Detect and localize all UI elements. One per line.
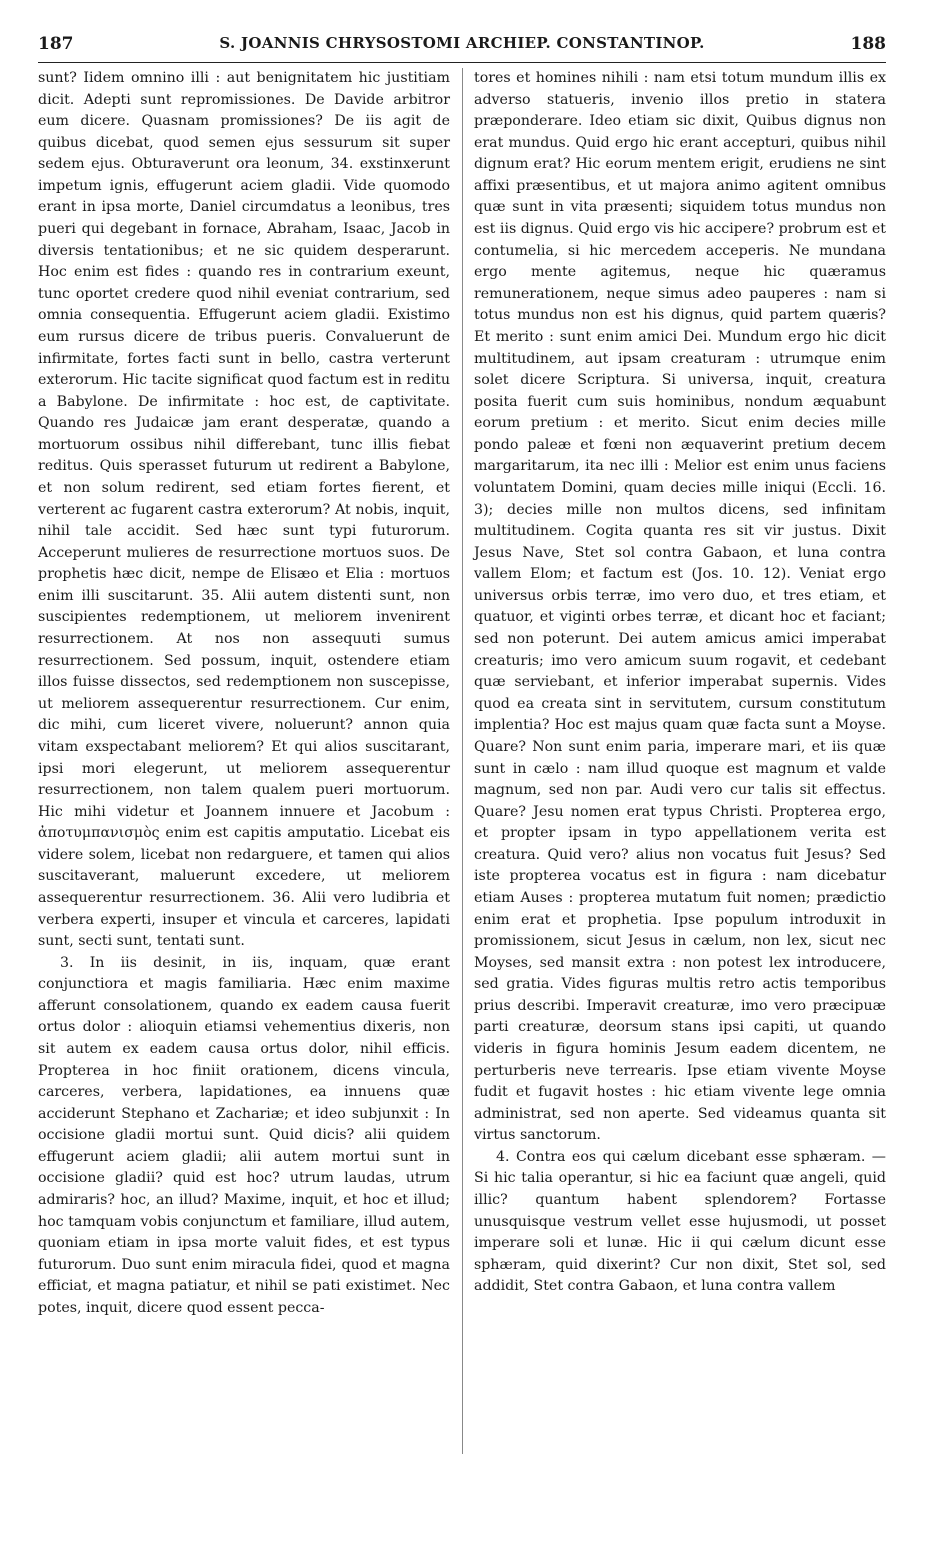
paragraph: 3. In iis desinit, in iis, inquam, quæ erant conjunctiora et magis familiaria. Hæc enim maxime afferunt consolationem, quando ex eadem causa fuerit ortus dolor : alioquin etiamsi vehementius dixeris, non sit autem ex eadem causa ortus dolor, nihil efficis. Propterea in hoc finiit orationem, dicens vincula, carceres, verbera, lapidationes, ea innuens quæ acciderunt Stephano et Zachariæ; et ideo subjunxit : In occisione gladii mortui sunt. Quid dicis? alii quidem effugerunt aciem gladii; alii autem mortui sunt in occisione gladii? quid est hoc? utrum laudas, utrum admiraris? hoc, an illud? Maxime, inquit, et hoc et illud; hoc tamquam vobis conjunctum et familiare, illud autem, quoniam etiam in ipsa morte valuit fides, et est typus futurorum. Duo sunt enim miracula fidei, quod et magna efficiat, et magna patiatur, et nihil se pati existimet. Nec potes, inquit, dicere quod essent pecca- [38, 954, 450, 1316]
running-title: S. JOANNIS CHRYSOSTOMI ARCHIEP. CONSTANTINOP. [219, 34, 705, 52]
column-divider [462, 68, 463, 1454]
paragraph: tores et homines nihili : nam etsi totum mundum illis ex adverso statueris, invenio illos pretio in statera præponderare. Ideo etiam sic dixit, Quibus dignus non erat mundus. Quid ergo hic erant accepturi, quibus nihil dignum erat? Hic eorum mentem erigit, erudiens ne sint affixi præsentibus, et ut majora animo agitent omnibus quæ sunt in vita præsenti; siquidem totus mundus non est iis dignus. Quid ergo vis hic accipere? probrum est et contumelia, si hic mercedem acceperis. Ne mundana ergo mente agitemus, neque hic quæramus remunerationem, neque simus adeo pauperes : nam si totus mundus non est his dignus, quid partem quæris? Et merito : sunt enim amici Dei. Mundum ergo hic dicit multitudinem, aut ipsam creaturam : utrumque enim solet dicere Scriptura. Si universa, inquit, creatura posita fuerit cum suis hominibus, nondum æquabunt eorum pretium : et merito. Sicut enim decies mille pondo paleæ et fœni non æquaverint pretium decem margaritarum, ita nec illi : Melior est enim unus faciens voluntatem Domini, quam decies mille iniqui (Eccli. 16. 3); decies mille non multos dicens, sed infinitam multitudinem. Cogita quanta res sit vir justus. Dixit Jesus Nave, Stet sol contra Gabaon, et luna contra vallem Elom; et factum est (Jos. 10. 12). Veniat ergo universus orbis terræ, imo vero duo, et tres etiam, et quatuor, et viginti orbes terræ, et dicant hoc et faciant; sed non poterunt. Dei autem amicus amici imperabat creaturis; imo vero amicum suum rogavit, et cedebant quæ serviebant, et inferior imperabat supernis. Vides quod ea creata sint in servitutem, cursum constitutum implentia? Hoc est majus quam quæ facta sunt a Moyse. Quare? Non sunt enim paria, imperare mari, et iis quæ sunt in cælo : nam illud quoque est magnum et valde magnum, sed non par. Audi vero cur talis sit effectus. Quare? Jesu nomen erat typus Christi. Propterea ergo, et propter ipsam in typo appellationem verita est creatura. Quid vero? alius non vocatus fuit Jesus? Sed iste propterea vocatus est in figura : nam dicebatur etiam Auses : propterea mutatum fuit nomen; prædictio enim erat et prophetia. Ipse populum introduxit in promissionem, sicut Jesus in cælum, non lex, sicut nec Moyses, sed mansit extra : non potest lex introducere, sed gratia. Vides figuras multis retro actis temporibus prius describi. Imperavit creaturæ, imo vero præcipuæ parti creaturæ, deorsum stans ipsi capiti, ut quando videris in figura hominis Jesum eadem dicentem, ne perturberis neve terrearis. Ipse etiam vivente Moyse fudit et fugavit hostes : hic etiam vivente lege omnia administrat, sed non aperte. Sed videamus quanta sit virtus sanctorum. [474, 70, 886, 1144]
page-number-right: 188 [850, 34, 886, 54]
header-rule [38, 62, 886, 63]
left-column [38, 68, 450, 1320]
paragraph: 4. Contra eos qui cælum dicebant esse sphæram. — Si hic talia operantur, si hic ea faciunt quæ angeli, quid illic? quantum habent splendorem? Fortasse unusquisque vestrum vellet esse hujusmodi, ut posset imperare soli et lunæ. Hic ii qui cælum dicunt esse sphæram, quid dixerint? Cur non dixit, Stet sol, sed addidit, Stet contra Gabaon, et luna contra vallem [474, 1148, 886, 1295]
page-number-left: 187 [38, 34, 74, 54]
running-header [38, 34, 886, 60]
right-column [474, 68, 886, 1298]
paragraph: sunt? Iidem omnino illi : aut benignitatem hic justitiam dicit. Adepti sunt repromissiones. De Davide arbitror eum dicere. Quasnam promissiones? De iis agit de quibus dicebat, quod semen ejus sessurum sit super sedem ejus. Obturaverunt ora leonum, 34. exstinxerunt impetum ignis, effugerunt aciem gladii. Vide quomodo erant in ipsa morte, Daniel circumdatus a leonibus, tres pueri qui degebant in fornace, Abraham, Isaac, Jacob in diversis tentationibus; et ne sic quidem desperarunt. Hoc enim est fides : quando res in contrarium exeunt, tunc oportet credere quod nihil eveniat contrarium, sed omnia consequentia. Effugerunt aciem gladii. Existimo eum rursus dicere de tribus pueris. Convaluerunt de infirmitate, fortes facti sunt in bello, castra verterunt exterorum. Hic tacite significat quod factum est in reditu a Babylone. De infirmitate : hoc est, de captivitate. Quando res Judaicæ jam erant desperatæ, quando a mortuorum ossibus nihil differebant, tunc illis fiebat reditus. Quis sperasset futurum ut redirent a Babylone, et non solum redirent, sed etiam fortes fierent, et verterent ac fugarent castra exterorum? At nobis, inquit, nihil tale accidit. Sed hæc sunt typi futurorum. Acceperunt mulieres de resurrectione mortuos suos. De prophetis hæc dicit, nempe de Elisæo et Elia : mortuos enim illi suscitarunt. 35. Alii autem distenti sunt, non suscipientes redemptionem, ut meliorem invenirent resurrectionem. At nos non assequuti sumus resurrectionem. Sed possum, inquit, ostendere etiam illos fuisse dissectos, sed redemptionem non suscepisse, ut meliorem assequerentur resurrectionem. Cur enim, dic mihi, cum liceret vivere, noluerunt? annon quia vitam exspectabant meliorem? Et qui alios suscitarant, ipsi mori elegerunt, ut meliorem assequerentur resurrectionem, non talem qualem pueri mortuorum. Hic mihi videtur et Joannem innuere et Jacobum : ἀποτυμπανισμὸς enim est capitis amputatio. Licebat eis videre solem, licebat non redarguere, et tamen qui alios suscitaverant, maluerunt excedere, ut meliorem assequerentur resurrectionem. 36. Alii vero ludibria et verbera experti, insuper et vincula et carceres, lapidati sunt, secti sunt, tentati sunt. [38, 70, 450, 950]
